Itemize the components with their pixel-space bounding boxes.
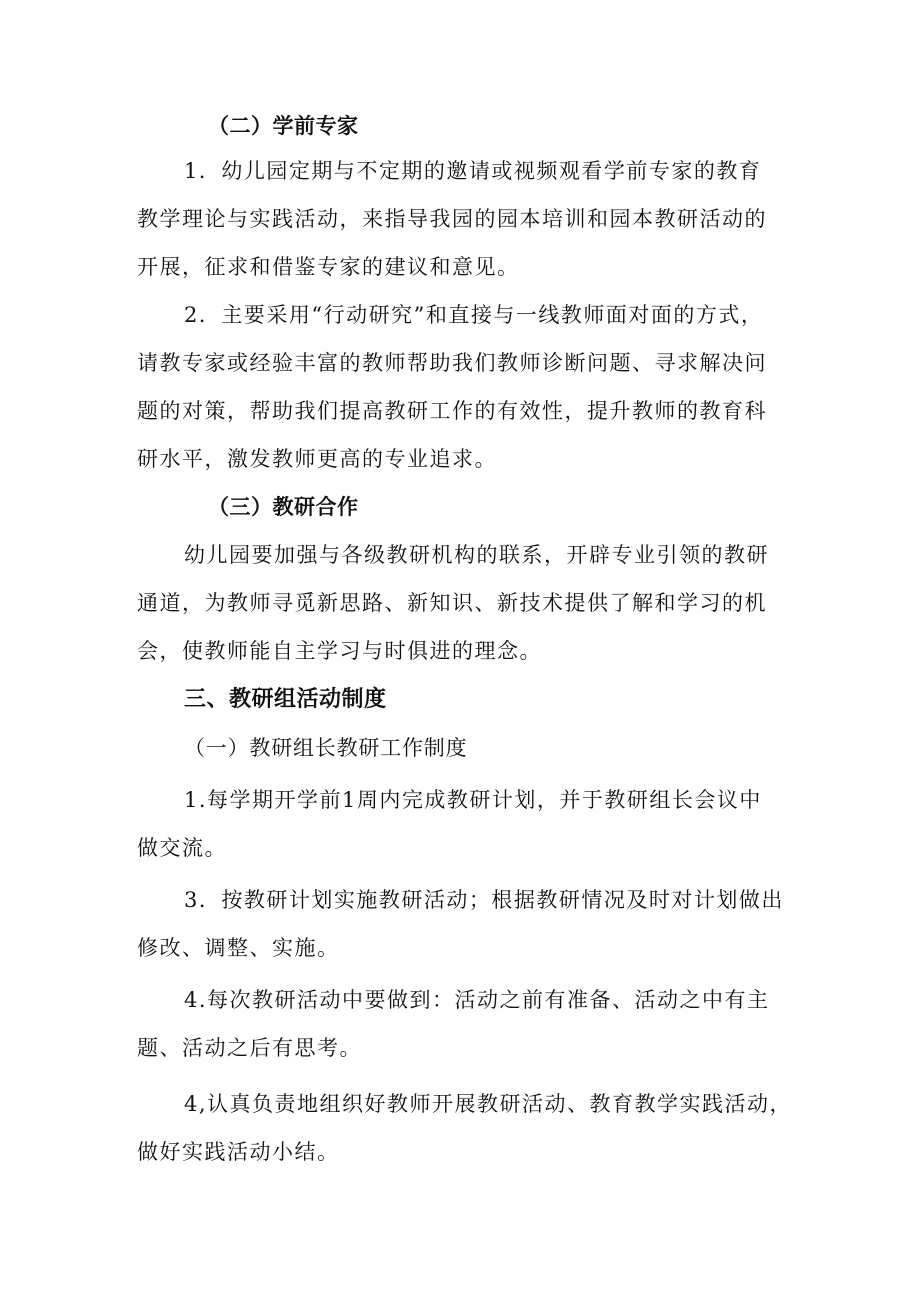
- paragraph-line: 1．幼儿园定期与不定期的邀请或视频观看学前专家的教育: [184, 159, 762, 183]
- paragraph-line: 4,认真负责地组织好教师开展教研活动、教育教学实践活动，: [184, 1092, 793, 1116]
- paragraph-line: 4.每次教研活动中要做到：活动之前有准备、活动之中有主: [184, 988, 770, 1012]
- paragraph-line: 1.每学期开学前1周内完成教研计划，并于教研组长会议中: [184, 788, 762, 812]
- paragraph-line: 2．主要采用“行动研究”和直接与一线教师面对面的方式，: [184, 303, 764, 327]
- section-heading-experts: （二）学前专家: [208, 114, 359, 138]
- paragraph-line: 修改、调整、实施。: [137, 936, 340, 960]
- paragraph-line: 请教专家或经验丰富的教师帮助我们教师诊断问题、寻求解决问: [137, 351, 767, 375]
- paragraph-line: 研水平，激发教师更高的专业追求。: [137, 447, 497, 471]
- section-heading-cooperation: （三）教研合作: [208, 495, 359, 519]
- paragraph-line: 通道，为教师寻觅新思路、新知识、新技术提供了解和学习的机: [137, 591, 767, 615]
- main-section-heading: 三、教研组活动制度: [184, 687, 387, 712]
- subsection-heading: （一）教研组长教研工作制度: [184, 736, 468, 760]
- paragraph-line: 开展，征求和借鉴专家的建议和意见。: [137, 255, 520, 279]
- paragraph-line: 幼儿园要加强与各级教研机构的联系，开辟专业引领的教研: [184, 543, 769, 567]
- paragraph-line: 做交流。: [137, 836, 227, 860]
- paragraph-line: 做好实践活动小结。: [137, 1140, 340, 1164]
- paragraph-line: 会，使教师能自主学习与时俱进的理念。: [137, 639, 542, 663]
- paragraph-line: 题、活动之后有思考。: [137, 1036, 362, 1060]
- paragraph-line: 教学理论与实践活动，来指导我园的园本培训和园本教研活动的: [137, 207, 767, 231]
- paragraph-line: 题的对策，帮助我们提高教研工作的有效性，提升教师的教育科: [137, 399, 767, 423]
- paragraph-line: 3．按教研计划实施教研活动；根据教研情况及时对计划做出: [184, 888, 784, 912]
